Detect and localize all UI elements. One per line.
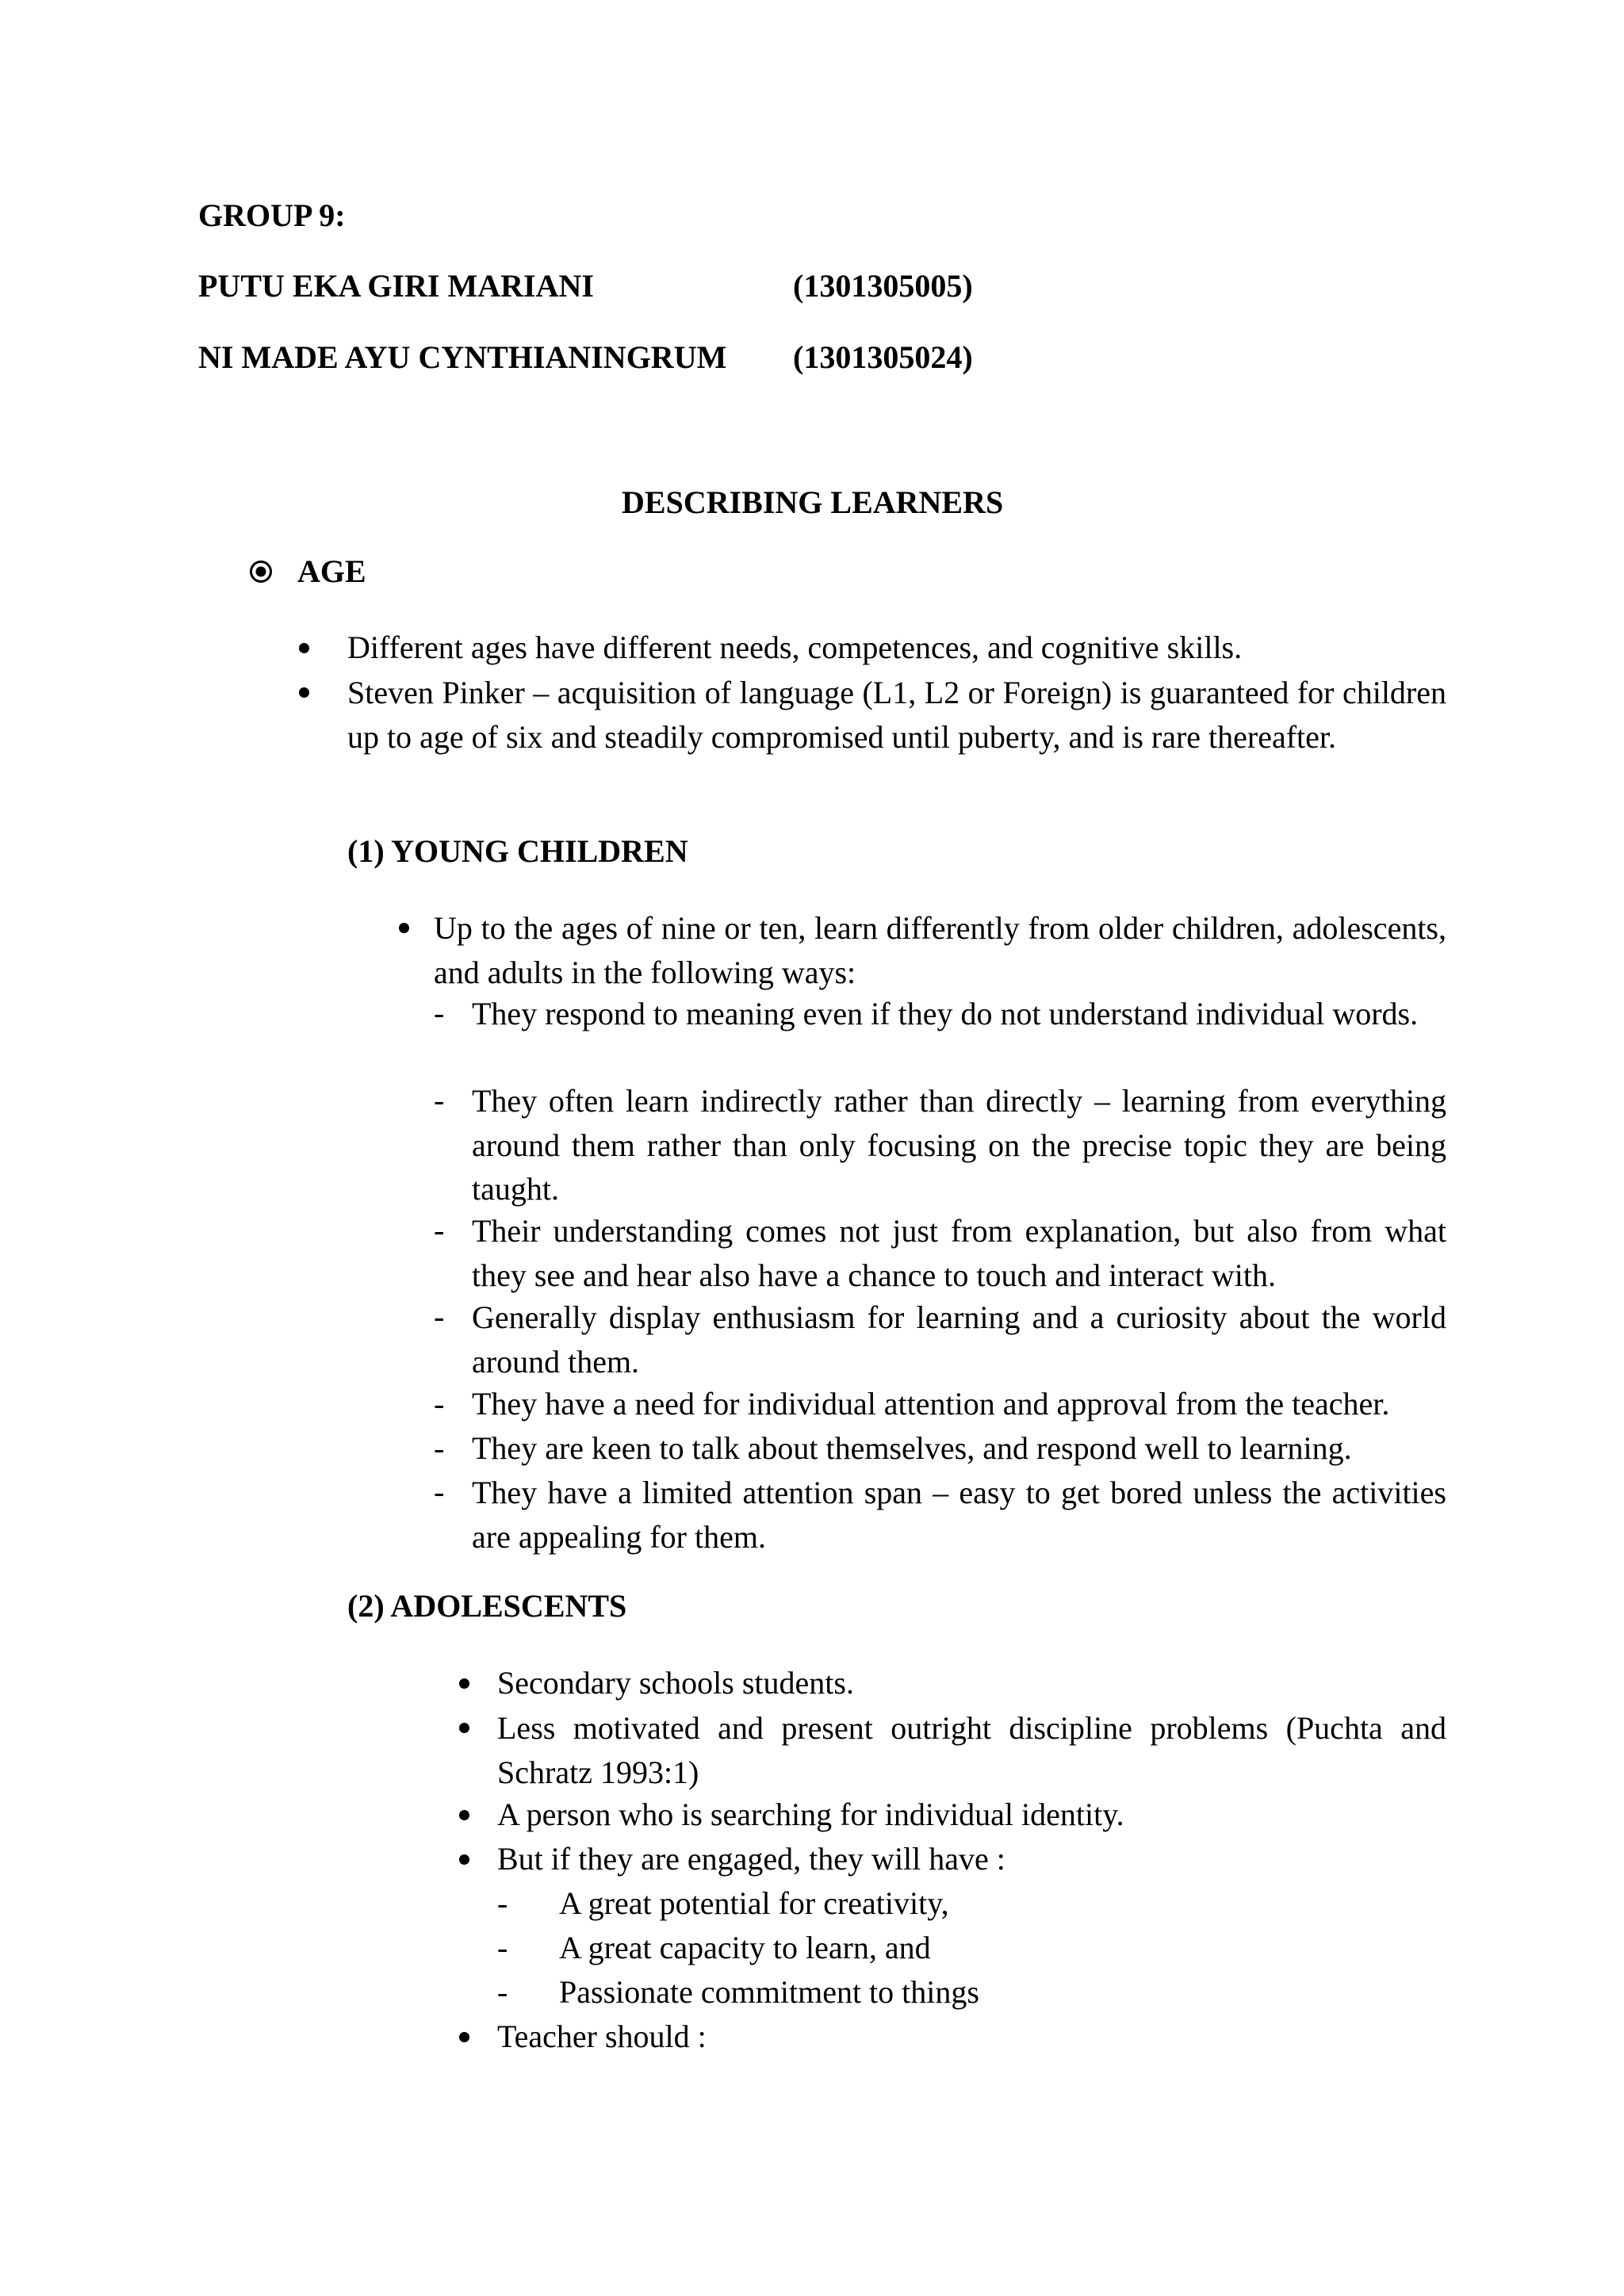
member-name-1: PUTU EKA GIRI MARIANI: [198, 268, 594, 304]
circled-dot-bullet-icon: [249, 560, 273, 584]
young-children-item-5: They have a need for individual attention and approval from the teacher.: [472, 1386, 1390, 1422]
group-label: GROUP 9:: [198, 197, 346, 233]
adolescents-sub-item-1: A great potential for creativity,: [559, 1885, 949, 1921]
age-bullet-1: Different ages have different needs, competences, and cognitive skills.: [347, 629, 1243, 665]
adolescents-bullet-4: But if they are engaged, they will have :: [497, 1841, 1005, 1877]
bullet-icon: [299, 687, 309, 698]
bullet-icon: [459, 1678, 469, 1689]
young-children-item-4: Generally display enthusiasm for learning and a curiosity about the world around them.: [472, 1299, 1446, 1380]
dash-marker: -: [434, 1212, 445, 1248]
young-children-item-7: They have a limited attention span – easy to get bored unless the activities are appealing for them.: [472, 1475, 1446, 1555]
adolescents-bullet-5: Teacher should :: [497, 2019, 707, 2054]
adolescents-bullet-2: Less motivated and present outright discipline problems (Puchta and Schratz 1993:1): [497, 1710, 1446, 1790]
subsection-heading-adolescents: (2) ADOLESCENTS: [347, 1588, 627, 1624]
section-heading-age: AGE: [297, 553, 366, 589]
adolescents-sub-item-2: A great capacity to learn, and: [559, 1930, 931, 1965]
document-title: DESCRIBING LEARNERS: [622, 484, 1004, 520]
dash-marker: -: [434, 1299, 445, 1334]
dash-marker: -: [434, 1430, 445, 1466]
adolescents-sub-item-3: Passionate commitment to things: [559, 1974, 979, 2010]
dash-marker: -: [434, 1386, 445, 1422]
age-bullet-2: Steven Pinker – acquisition of language (L1, L2 or Foreign) is guaranteed for children up to age of six and steadily compromised until puberty, and is rare thereafter.: [347, 675, 1446, 755]
bullet-icon: [299, 643, 309, 653]
member-id-1: (1301305005): [793, 268, 973, 304]
dash-marker: -: [497, 1974, 508, 2010]
adolescents-bullet-1: Secondary schools students.: [497, 1665, 854, 1701]
dash-marker: -: [497, 1930, 508, 1965]
bullet-icon: [459, 2032, 469, 2042]
bullet-icon: [399, 923, 409, 933]
young-children-item-2: They often learn indirectly rather than directly – learning from everything around them rather than only focusing on the precise topic they are being taught.: [472, 1083, 1446, 1207]
dash-marker: -: [434, 995, 445, 1031]
bullet-icon: [459, 1854, 469, 1865]
bullet-icon: [459, 1810, 469, 1820]
young-children-intro: Up to the ages of nine or ten, learn differently from older children, adolescents, and adults in the following ways:: [434, 910, 1446, 990]
dash-marker: -: [497, 1885, 508, 1921]
adolescents-bullet-3: A person who is searching for individual identity.: [497, 1797, 1124, 1832]
dash-marker: -: [434, 1082, 445, 1118]
bullet-icon: [459, 1723, 469, 1733]
young-children-item-3: Their understanding comes not just from explanation, but also from what they see and hear also have a chance to touch and interact with.: [472, 1213, 1446, 1293]
member-name-2: NI MADE AYU CYNTHIANINGRUM: [198, 339, 727, 375]
dash-marker: -: [434, 1474, 445, 1510]
young-children-item-1: They respond to meaning even if they do not understand individual words.: [472, 996, 1419, 1031]
member-id-2: (1301305024): [793, 339, 973, 375]
young-children-item-6: They are keen to talk about themselves, and respond well to learning.: [472, 1430, 1352, 1466]
subsection-heading-young-children: (1) YOUNG CHILDREN: [347, 833, 688, 869]
